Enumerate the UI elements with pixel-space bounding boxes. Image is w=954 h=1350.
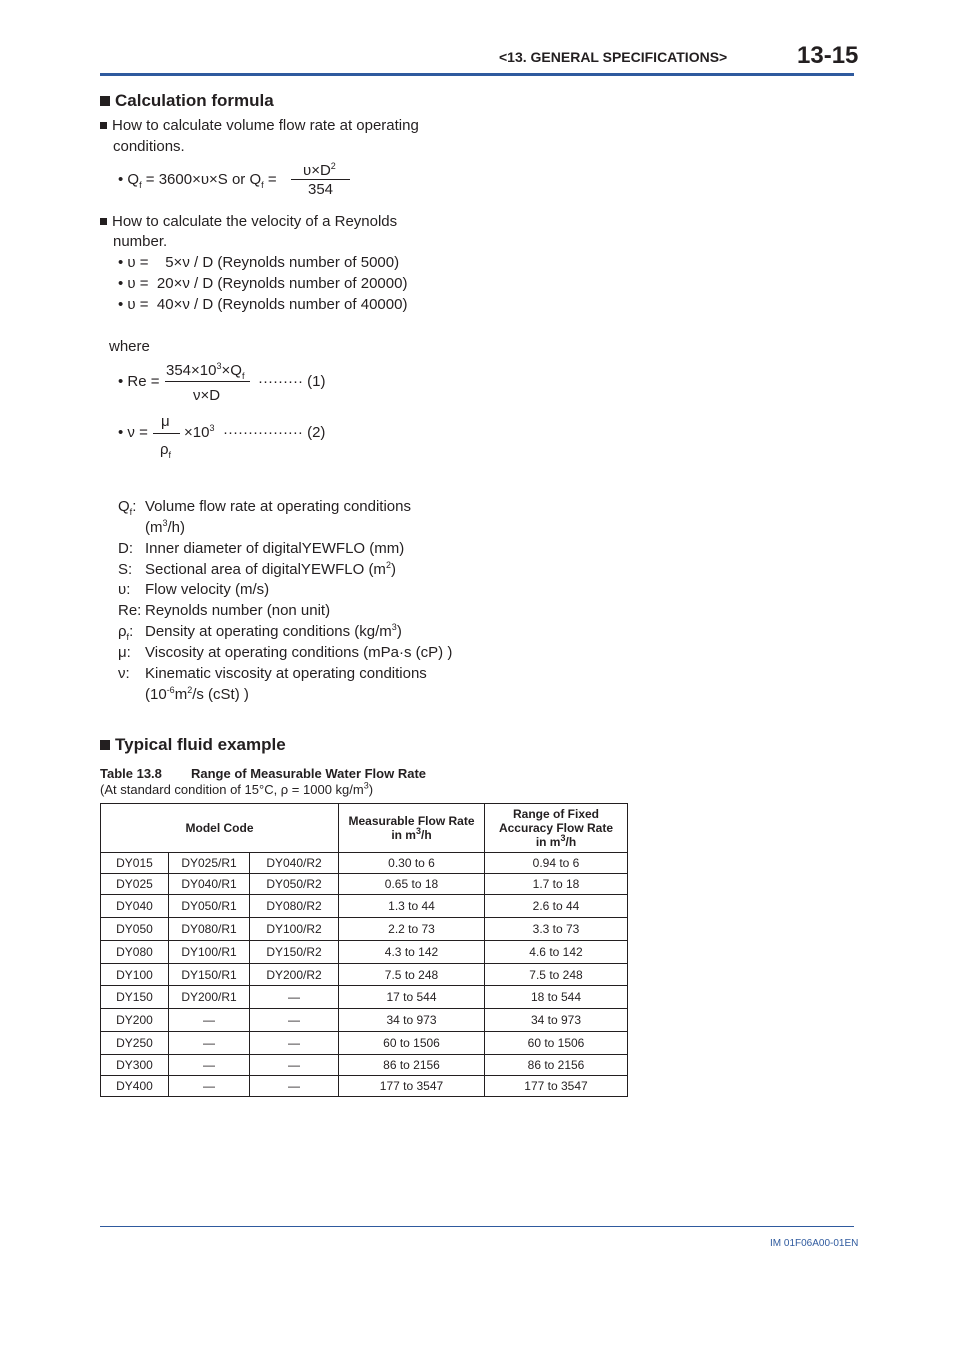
table-cell: DY025: [101, 874, 169, 895]
def-text: Sectional area of digitalYEWFLO $(m^2)$: [145, 560, 396, 578]
table-cell: DY050/R1: [169, 895, 250, 918]
table-cell: DY200/R1: [169, 986, 250, 1009]
table-number: Table 13.8: [100, 766, 162, 781]
table-cell: 86 to 2156: [339, 1055, 485, 1076]
table-cell: DY080: [101, 941, 169, 964]
eq1-tag: ········· (1): [258, 373, 326, 390]
table-row: [101, 1032, 628, 1055]
fraction-bar: [165, 381, 250, 382]
def-symbol: μ:: [118, 644, 131, 661]
table-cell: DY080/R1: [169, 918, 250, 941]
table-row: [101, 1055, 628, 1076]
table-cell: DY400: [101, 1076, 169, 1097]
table-cell: DY040: [101, 895, 169, 918]
def-symbol: $\rho_f$:: [118, 623, 134, 642]
nu-eq-numerator: μ: [161, 413, 170, 430]
def-text-cont: $(m^3/h)$: [145, 518, 186, 536]
def-text: Kinematic viscosity at operating conditions: [145, 665, 427, 682]
table-row: [101, 853, 628, 874]
calc-item2-text: How to calculate the velocity of a Reynolds: [112, 213, 398, 230]
fluid-heading: [100, 735, 286, 755]
calc-item1-text: How to calculate volume flow rate at operating: [112, 117, 419, 134]
fraction-bar: [153, 433, 180, 434]
bullet-square-small-icon: [100, 122, 107, 129]
table-cell: 2.6 to 44: [485, 895, 628, 918]
header-rule: [100, 73, 854, 76]
calc-item1-line1: [100, 117, 419, 134]
table-cell: 0.94 to 6: [485, 853, 628, 874]
table-cell: 1.7 to 18: [485, 874, 628, 895]
table-cell: 60 to 1506: [485, 1032, 628, 1055]
table-cell: 4.3 to 142: [339, 941, 485, 964]
table-cell: —: [169, 1076, 250, 1097]
table-cell: 3.3 to 73: [485, 918, 628, 941]
table-cell: 7.5 to 248: [339, 964, 485, 986]
velocity-line: • υ = 5×ν / D (Reynolds number of 5000): [118, 254, 400, 271]
velocity-line: • υ = 40×ν / D (Reynolds number of 40000): [118, 296, 408, 313]
re-eq-denominator: ν×D: [193, 387, 221, 404]
table-cell: DY050/R2: [250, 874, 339, 895]
table-cell: 18 to 544: [485, 986, 628, 1009]
def-text-cont: ($10^{-6}m^2/s$ (cSt) ): [145, 685, 249, 703]
where-label: where: [109, 338, 150, 355]
table-cell: 34 to 973: [339, 1009, 485, 1032]
footer-rule: [100, 1226, 854, 1227]
header-fixed-accuracy-flow-rate: Range of Fixed Accuracy Flow Rate in $m^3/h$: [485, 804, 628, 853]
table-condition: (At standard condition of 15°C, ρ = 1000 $kg/m^3$): [100, 780, 374, 797]
velocity-line: • υ = 20×ν / D (Reynolds number of 20000): [118, 275, 408, 292]
def-text: Volume flow rate at operating conditions: [145, 498, 411, 515]
table-cell: —: [250, 1055, 339, 1076]
table-cell: —: [250, 986, 339, 1009]
table-row: [101, 895, 628, 918]
table-cell: DY100/R2: [250, 918, 339, 941]
table-cell: —: [250, 1032, 339, 1055]
table-cell: —: [250, 1009, 339, 1032]
calc-item2-line2: number.: [113, 233, 168, 250]
table-row: [101, 918, 628, 941]
table-cell: 2.2 to 73: [339, 918, 485, 941]
table-cell: 177 to 3547: [339, 1076, 485, 1097]
def-text: Inner diameter of digitalYEWFLO (mm): [145, 540, 405, 557]
table-cell: 4.6 to 142: [485, 941, 628, 964]
table-cell: 1.3 to 44: [339, 895, 485, 918]
table-cell: DY100/R1: [169, 941, 250, 964]
nu-eq-denominator: $\rho_f$: [160, 441, 172, 460]
table-cell: 0.65 to 18: [339, 874, 485, 895]
re-eq-lhs: • Re =: [118, 373, 160, 390]
table-cell: DY100: [101, 964, 169, 986]
table-title: Range of Measurable Water Flow Rate: [191, 766, 427, 781]
def-text: Reynolds number (non unit): [145, 602, 331, 619]
eq2-tag: ················ (2): [223, 424, 326, 441]
table-cell: DY040/R1: [169, 874, 250, 895]
page-number: 13-15: [797, 42, 859, 69]
table-cell: 86 to 2156: [485, 1055, 628, 1076]
header-measurable-flow-rate: Measurable Flow Rate in $m^3/h$: [339, 804, 485, 853]
table-cell: —: [169, 1009, 250, 1032]
bullet-square-icon: [100, 740, 110, 750]
def-symbol: S:: [118, 561, 133, 578]
flow-rate-table: [100, 803, 628, 1097]
table-cell: DY200/R2: [250, 964, 339, 986]
table-cell: DY250: [101, 1032, 169, 1055]
def-text: Viscosity at operating conditions (mPa·s (cP) ): [145, 644, 453, 661]
table-cell: DY150: [101, 986, 169, 1009]
calc-heading: [100, 91, 274, 111]
table-row: [101, 874, 628, 895]
table-cell: DY040/R2: [250, 853, 339, 874]
bullet-square-icon: [100, 96, 110, 106]
def-text: Flow velocity (m/s): [145, 581, 270, 598]
table-cell: DY300: [101, 1055, 169, 1076]
table-cell: —: [169, 1055, 250, 1076]
header-model-code: Model Code: [101, 804, 339, 853]
calc-item1-line2: conditions.: [113, 138, 185, 155]
table-cell: —: [169, 1032, 250, 1055]
table-cell: DY050: [101, 918, 169, 941]
table-row: [101, 941, 628, 964]
nu-eq-multiplier: $\times 10^3$: [184, 423, 215, 441]
table-cell: 0.30 to 6: [339, 853, 485, 874]
fraction-bar: [291, 179, 350, 180]
document-id: IM 01F06A00-01EN: [770, 1238, 859, 1249]
nu-eq-lhs: • ν =: [118, 424, 148, 441]
flow-formula: • $Q_f = 3600\times\upsilon\times S$ or $Q_f$ =: [118, 171, 277, 190]
table-cell: DY150/R2: [250, 941, 339, 964]
calc-item2-line1: [100, 213, 397, 230]
bullet-square-small-icon: [100, 218, 107, 225]
def-symbol: Re:: [118, 602, 142, 619]
table-cell: 7.5 to 248: [485, 964, 628, 986]
def-symbol: ν:: [118, 665, 130, 682]
table-cell: 17 to 544: [339, 986, 485, 1009]
table-cell: —: [250, 1076, 339, 1097]
table-cell: 34 to 973: [485, 1009, 628, 1032]
table-row: [101, 986, 628, 1009]
flow-formula-denominator: 354: [308, 181, 334, 198]
def-symbol: $Q_f$:: [118, 498, 137, 517]
table-cell: DY080/R2: [250, 895, 339, 918]
calc-heading-text: Calculation formula: [115, 91, 274, 110]
table-row: [101, 1076, 628, 1097]
def-text: Density at operating conditions $(kg/m^3)$: [145, 622, 402, 640]
table-header-row: [101, 804, 628, 853]
table-row: [101, 1009, 628, 1032]
table-row: [101, 964, 628, 986]
flow-formula-numerator: $\upsilon\times D^2$: [303, 161, 336, 179]
def-symbol: υ:: [118, 581, 131, 598]
re-eq-numerator: $354\times 10^3\times Q_f$: [166, 361, 245, 381]
table-cell: 60 to 1506: [339, 1032, 485, 1055]
section-title: <13. GENERAL SPECIFICATIONS>: [499, 49, 728, 65]
fluid-heading-text: Typical fluid example: [115, 735, 286, 754]
table-cell: DY200: [101, 1009, 169, 1032]
def-symbol: D:: [118, 540, 133, 557]
table-cell: 177 to 3547: [485, 1076, 628, 1097]
table-cell: DY150/R1: [169, 964, 250, 986]
table-cell: DY015: [101, 853, 169, 874]
table-cell: DY025/R1: [169, 853, 250, 874]
